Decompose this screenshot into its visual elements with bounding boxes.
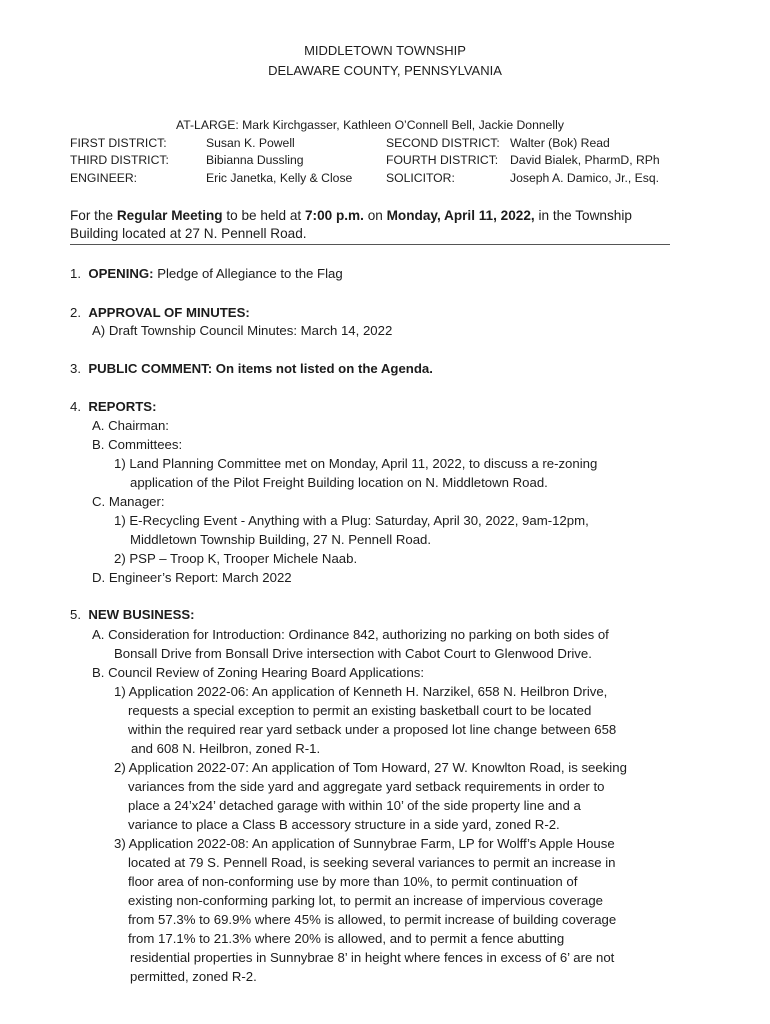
solicitor-label: SOLICITOR: xyxy=(386,171,455,185)
engineer-name: Eric Janetka, Kelly & Close xyxy=(206,171,353,185)
application-line: variances from the side yard and aggregate yard setback requirements in order to xyxy=(128,779,605,794)
section-title: NEW BUSINESS: xyxy=(88,607,195,622)
section-text: On items not listed on the Agenda. xyxy=(212,361,433,376)
section-new-business xyxy=(70,607,195,622)
divider xyxy=(70,244,670,245)
meeting-type: Regular Meeting xyxy=(116,208,223,223)
county-name: DELAWARE COUNTY, PENNSYLVANIA xyxy=(268,63,502,78)
manager-item: 2) PSP – Troop K, Trooper Michele Naab. xyxy=(114,551,358,566)
section-text: Pledge of Allegiance to the Flag xyxy=(153,266,343,281)
application-line: from 17.1% to 21.3% where 20% is allowed, and to permit a fence abutting xyxy=(128,931,565,946)
section-title: OPENING: xyxy=(88,266,154,281)
meeting-statement xyxy=(70,208,632,223)
application-line: located at 79 S. Pennell Road, is seeking several variances to permit an increase in xyxy=(128,855,616,870)
first-district-name: Susan K. Powell xyxy=(206,136,295,150)
section-number: 5. xyxy=(70,607,81,622)
committee-item-line: 1) Land Planning Committee met on Monday, April 11, 2022, to discuss a re-zoning xyxy=(114,456,598,471)
application-line: requests a special exception to permit an existing basketball court to be located xyxy=(128,703,592,718)
new-business-item: B. Council Review of Zoning Hearing Board Applications: xyxy=(92,665,425,680)
application-line: 3) Application 2022-08: An application of Sunnybrae Farm, LP for Wolff’s Apple House xyxy=(114,836,615,851)
at-large-label: AT-LARGE: xyxy=(176,118,239,132)
section-opening xyxy=(70,266,343,281)
section-number: 1. xyxy=(70,266,81,281)
manager-item-line: 1) E-Recycling Event - Anything with a Plug: Saturday, April 30, 2022, 9am-12pm, xyxy=(114,513,589,528)
report-chairman: A. Chairman: xyxy=(92,418,169,433)
section-public-comment xyxy=(70,361,433,376)
application-line: within the required rear yard setback under a proposed lot line change between 658 xyxy=(128,722,617,737)
at-large-names: Mark Kirchgasser, Kathleen O’Connell Bell, Jackie Donnelly xyxy=(242,118,564,132)
third-district-label: THIRD DISTRICT: xyxy=(70,153,169,167)
new-business-item-line: A. Consideration for Introduction: Ordinance 842, authorizing no parking on both sides of xyxy=(92,627,609,642)
minutes-item: A) Draft Township Council Minutes: March 14, 2022 xyxy=(92,323,393,338)
section-number: 2. xyxy=(70,305,81,320)
report-committees: B. Committees: xyxy=(92,437,183,452)
application-line: 1) Application 2022-06: An application of Kenneth H. Narzikel, 658 N. Heilbron Drive, xyxy=(114,684,608,699)
application-line: and 608 N. Heilbron, zoned R-1. xyxy=(131,741,321,756)
second-district-label: SECOND DISTRICT: xyxy=(386,136,500,150)
section-title: PUBLIC COMMENT: xyxy=(88,361,213,376)
application-line: variance to place a Class B accessory structure in a side yard, zoned R-2. xyxy=(128,817,560,832)
meeting-text: to be held at xyxy=(222,208,305,223)
section-title: APPROVAL OF MINUTES: xyxy=(88,305,250,320)
section-title: REPORTS: xyxy=(88,399,157,414)
committee-item-line: application of the Pilot Freight Building location on N. Middletown Road. xyxy=(130,475,548,490)
first-district-label: FIRST DISTRICT: xyxy=(70,136,167,150)
meeting-location: Building located at 27 N. Pennell Road. xyxy=(70,226,307,241)
application-line: 2) Application 2022-07: An application of Tom Howard, 27 W. Knowlton Road, is seeking xyxy=(114,760,627,775)
manager-item-line: Middletown Township Building, 27 N. Pennell Road. xyxy=(130,532,432,547)
second-district-name: Walter (Bok) Read xyxy=(510,136,610,150)
meeting-text: on xyxy=(363,208,387,223)
third-district-name: Bibianna Dussling xyxy=(206,153,304,167)
engineer-label: ENGINEER: xyxy=(70,171,138,185)
section-reports xyxy=(70,399,156,414)
report-manager: C. Manager: xyxy=(92,494,165,509)
application-line: existing non-conforming parking lot, to permit an increase of impervious coverage xyxy=(128,893,603,908)
at-large-row xyxy=(176,118,564,132)
application-line: residential properties in Sunnybrae 8’ in height where fences in excess of 6’ are not xyxy=(130,950,615,965)
meeting-date: Monday, April 11, 2022, xyxy=(386,208,535,223)
fourth-district-name: David Bialek, PharmD, RPh xyxy=(510,153,660,167)
section-approval-of-minutes xyxy=(70,305,250,320)
report-engineer: D. Engineer’s Report: March 2022 xyxy=(92,570,292,585)
section-number: 4. xyxy=(70,399,81,414)
meeting-time: 7:00 p.m. xyxy=(304,208,364,223)
township-name: MIDDLETOWN TOWNSHIP xyxy=(304,43,466,58)
meeting-text: in the Township xyxy=(534,208,632,223)
application-line: from 57.3% to 69.9% where 45% is allowed, to permit increase of building coverage xyxy=(128,912,617,927)
application-line: floor area of non-conforming use by more than 10%, to permit continuation of xyxy=(128,874,578,889)
application-line: permitted, zoned R-2. xyxy=(130,969,257,984)
new-business-item-line: Bonsall Drive from Bonsall Drive intersection with Cabot Court to Glenwood Drive. xyxy=(114,646,592,661)
solicitor-name: Joseph A. Damico, Jr., Esq. xyxy=(510,171,660,185)
fourth-district-label: FOURTH DISTRICT: xyxy=(386,153,499,167)
meeting-text: For the xyxy=(70,208,117,223)
section-number: 3. xyxy=(70,361,81,376)
application-line: place a 24’x24’ detached garage with within 10’ of the side property line and a xyxy=(128,798,581,813)
